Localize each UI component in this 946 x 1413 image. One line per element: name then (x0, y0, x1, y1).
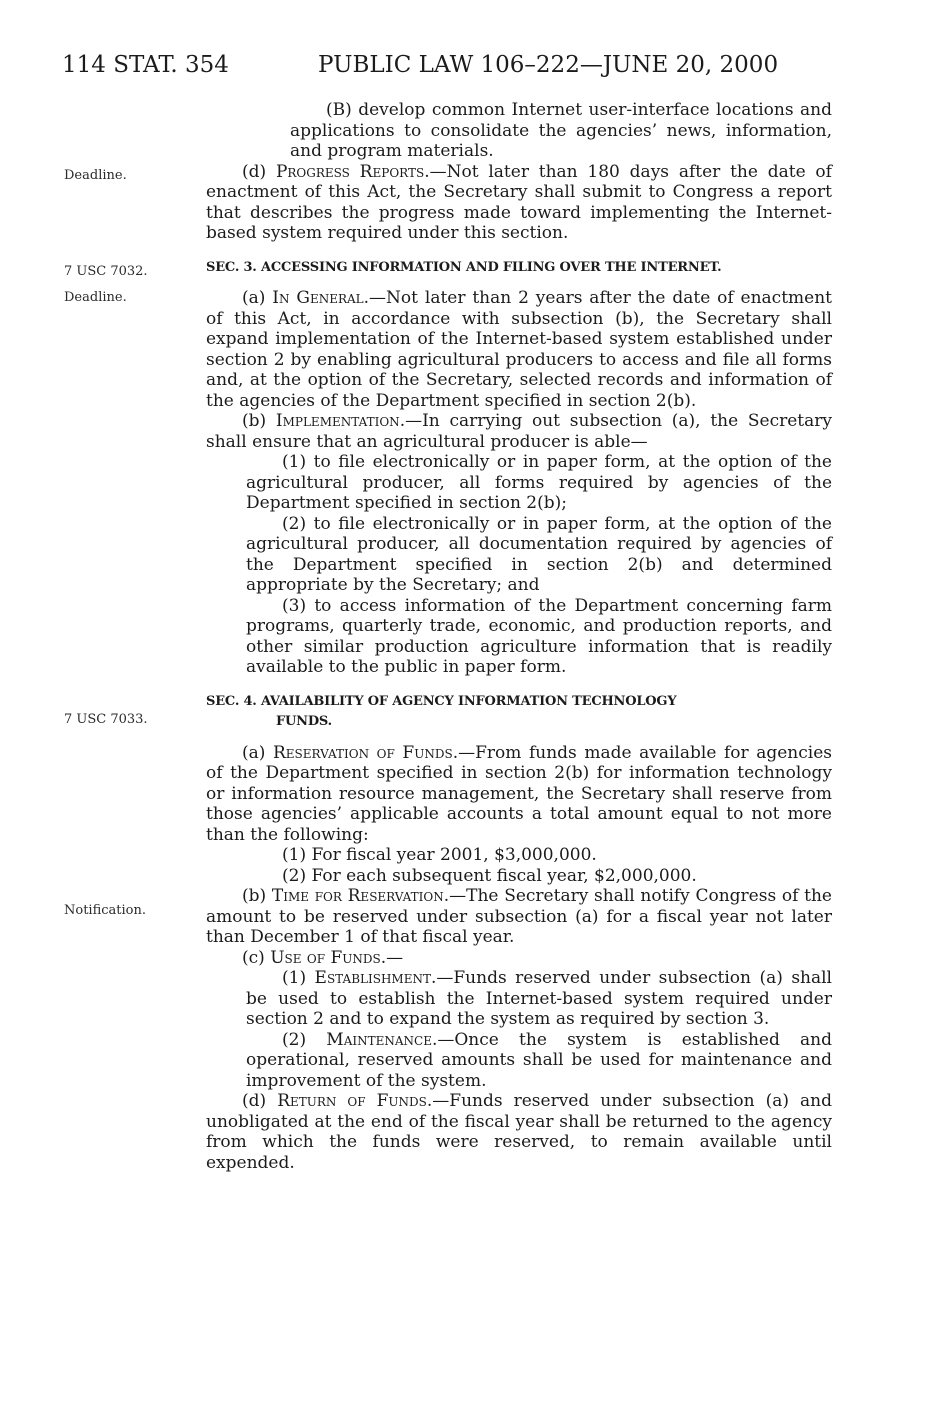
margin-note-deadline: Deadline. (64, 290, 127, 305)
margin-note-deadline: Deadline. (64, 168, 127, 183)
page-title: PUBLIC LAW 106–222—JUNE 20, 2000 (318, 52, 779, 78)
stat-citation: 114 STAT. 354 (62, 52, 229, 78)
subsection-a: (a) In General.—Not later than 2 years after the date of enactment of this Act, in accordance with subsection (b), the Secretary shall expand implementation of the Internet-based system established under section 2 by enabling agricultural producers to access and file all forms and, at the option of the Secretary, selected records and information of the agencies of the Department specified in section 2(b). (206, 288, 832, 411)
paragraph-b: (B) develop common Internet user-interface locations and applications to consolidate the agencies’ news, information, and program materials. (290, 100, 832, 161)
subsection-b: (b) Time for Reservation.—The Secretary shall notify Congress of the amount to be reserved under subsection (a) for a fiscal year not later than December 1 of that fiscal year. (206, 886, 832, 947)
subsection-d: (d) Progress Reports.—Not later than 180 days after the date of enactment of this Act, the Secretary shall submit to Congress a report that describes the progress made toward implementing the Internet-based system required under this section. (206, 161, 832, 243)
subsection-b: (b) Implementation.—In carrying out subsection (a), the Secretary shall ensure that an agricultural producer is able— (206, 411, 832, 452)
subsection-a: (a) Reservation of Funds.—From funds made available for agencies of the Department specified in section 2(b) for information technology or information resource management, the Secretary shall reserve from those agencies’ applicable accounts a total amount equal to not more than the following: (206, 742, 832, 845)
list-item: (2) For each subsequent fiscal year, $2,000,000. (282, 865, 697, 886)
subsection-c: (c) Use of Funds.— (242, 947, 404, 968)
paragraph-c1: (1) Establishment.—Funds reserved under subsection (a) shall be used to establish the Internet-based system required under section 2 and to expand the system as required by section 3. (246, 968, 832, 1029)
list-item: (2) to file electronically or in paper form, at the option of the agricultural producer, all documentation required by agencies of the Department specified in section 2(b) and determined appropriate by the Secretary; and (246, 513, 832, 595)
list-item: (3) to access information of the Department concerning farm programs, quarterly trade, economic, and production reports, and other similar production agriculture information that is readily available to the public in paper form. (246, 595, 832, 677)
list-item: (1) to file electronically or in paper form, at the option of the agricultural producer, all forms required by agencies of the Department specified in section 2(b); (246, 452, 832, 513)
document-body (206, 100, 832, 1173)
subsection-d: (d) Return of Funds.—Funds reserved under subsection (a) and unobligated at the end of the fiscal year shall be returned to the agency from which the funds were reserved, to remain available until expended. (206, 1091, 833, 1173)
margin-note-notification: Notification. (64, 903, 146, 918)
margin-note-usc-7032: 7 USC 7032. (64, 264, 148, 279)
paragraph-c2: (2) Maintenance.—Once the system is established and operational, reserved amounts shall be used for maintenance and improvement of the system. (246, 1029, 832, 1091)
margin-note-usc-7033: 7 USC 7033. (64, 712, 148, 727)
list-item: (1) For fiscal year 2001, $3,000,000. (282, 845, 597, 865)
section-3-heading: SEC. 3. ACCESSING INFORMATION AND FILING OVER THE INTERNET. (206, 259, 722, 275)
section-4-heading: SEC. 4. AVAILABILITY OF AGENCY INFORMATION TECHNOLOGY FUNDS. (206, 693, 677, 729)
